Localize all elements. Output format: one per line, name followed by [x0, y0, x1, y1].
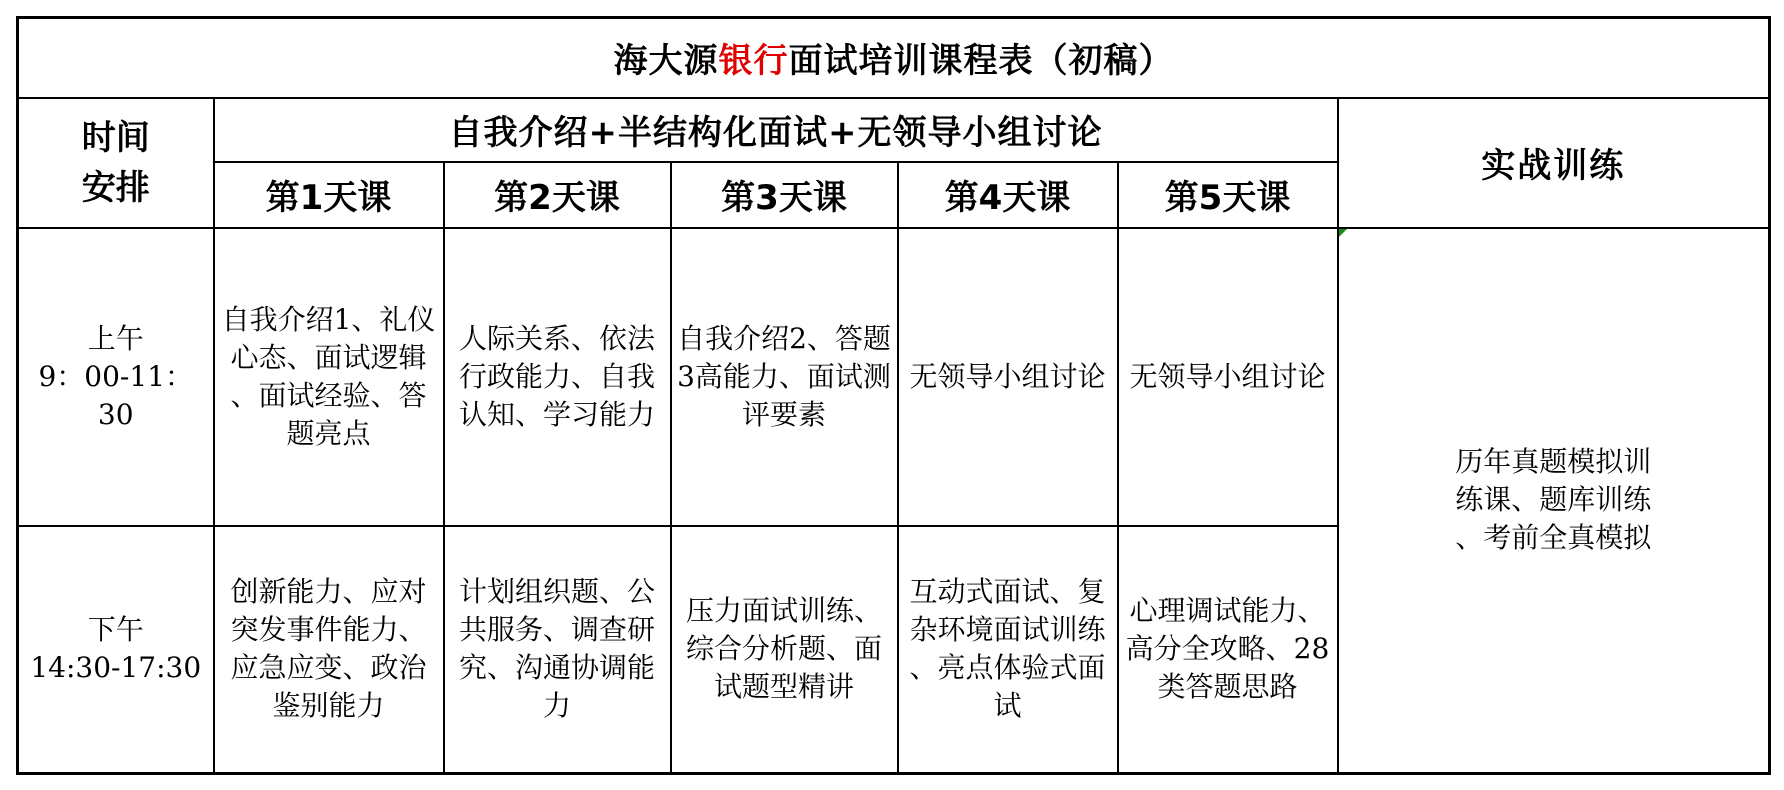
- day-header: 第3天课: [671, 162, 898, 228]
- day-header: 第1天课: [214, 162, 444, 228]
- time-header: 时间 安排: [18, 98, 214, 228]
- practice-text: 历年真题模拟训 练课、题库训练 、考前全真模拟: [1455, 445, 1652, 555]
- title-highlight: 银行: [718, 41, 789, 82]
- time-slot-afternoon: 下午 14:30-17:30: [18, 526, 214, 774]
- time-slot-morning: 上午 9：00-11：30: [18, 228, 214, 526]
- course-cell: 创新能力、应对 突发事件能力、 应急应变、政治 鉴别能力: [214, 526, 444, 774]
- course-cell: 自我介绍1、礼仪 心态、面试逻辑 、面试经验、答 题亮点: [214, 228, 444, 526]
- day-header: 第4天课: [898, 162, 1118, 228]
- topic-header: 自我介绍+半结构化面试+无领导小组讨论: [214, 98, 1338, 162]
- course-cell: 无领导小组讨论: [898, 228, 1118, 526]
- course-cell: 自我介绍2、答题 3高能力、面试测 评要素: [671, 228, 898, 526]
- practice-content: [1338, 228, 1770, 774]
- course-schedule-table: [16, 16, 1771, 775]
- day-header: 第2天课: [444, 162, 671, 228]
- course-cell: 互动式面试、复 杂环境面试训练 、亮点体验式面 试: [898, 526, 1118, 774]
- practice-header: 实战训练: [1338, 98, 1770, 228]
- course-cell: 无领导小组讨论: [1118, 228, 1338, 526]
- title-part2: 面试培训课程表（初稿）: [788, 41, 1174, 82]
- title-part1: 海大源: [613, 41, 719, 82]
- day-header: 第5天课: [1118, 162, 1338, 228]
- course-cell: 计划组织题、公 共服务、调查研 究、沟通协调能 力: [444, 526, 671, 774]
- course-cell: 压力面试训练、 综合分析题、面 试题型精讲: [671, 526, 898, 774]
- course-cell: 心理调试能力、 高分全攻略、28 类答题思路: [1118, 526, 1338, 774]
- schedule-title: [18, 18, 1770, 98]
- cell-comment-marker: [1339, 229, 1347, 237]
- course-cell: 人际关系、依法 行政能力、自我 认知、学习能力: [444, 228, 671, 526]
